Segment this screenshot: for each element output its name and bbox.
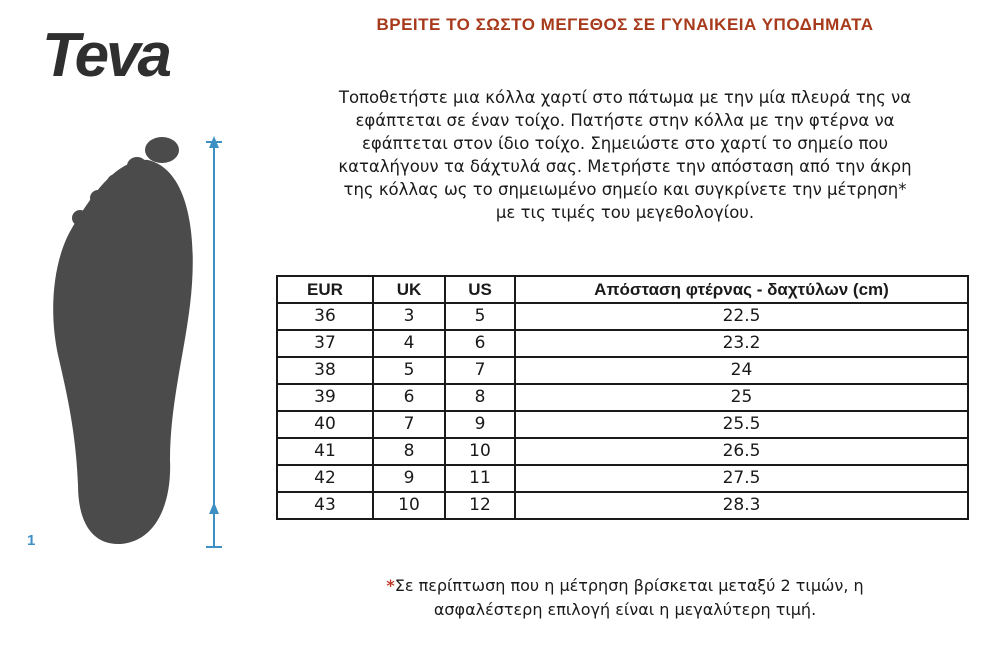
cell-us: 12 <box>445 492 515 519</box>
cell-us: 5 <box>445 303 515 330</box>
table-header-row <box>277 276 968 303</box>
cell-length: 25.5 <box>515 411 968 438</box>
cell-uk: 5 <box>373 357 445 384</box>
measurement-instructions <box>280 86 970 224</box>
cell-length: 28.3 <box>515 492 968 519</box>
header-uk: UK <box>373 276 445 303</box>
instruction-line: καταλήγουν τα δάχτυλά σας. Μετρήστε την απόσταση από την άκρη <box>338 157 912 176</box>
cell-us: 7 <box>445 357 515 384</box>
footnote-text: Σε περίπτωση που η μέτρηση βρίσκεται μεταξύ 2 τιμών, η <box>394 576 864 595</box>
table-row <box>277 330 968 357</box>
cell-uk: 4 <box>373 330 445 357</box>
cell-eur: 43 <box>277 492 373 519</box>
cell-us: 10 <box>445 438 515 465</box>
size-chart-table <box>276 275 969 520</box>
cell-uk: 3 <box>373 303 445 330</box>
cell-us: 11 <box>445 465 515 492</box>
instruction-line: εφάπτεται στον ίδιο τοίχο. Σημειώστε στο χαρτί το σημείο που <box>361 134 889 153</box>
table-row <box>277 438 968 465</box>
cell-uk: 8 <box>373 438 445 465</box>
cell-length: 24 <box>515 357 968 384</box>
cell-eur: 38 <box>277 357 373 384</box>
cell-length: 27.5 <box>515 465 968 492</box>
cell-eur: 39 <box>277 384 373 411</box>
cell-uk: 10 <box>373 492 445 519</box>
instruction-line: Τοποθετήστε μια κόλλα χαρτί στο πάτωμα με την μία πλευρά της να <box>338 88 912 107</box>
header-eur: EUR <box>277 276 373 303</box>
instruction-line: με τις τιμές του μεγεθολογίου. <box>495 203 755 222</box>
cell-uk: 9 <box>373 465 445 492</box>
footnote-marker: * <box>386 576 395 595</box>
cell-eur: 37 <box>277 330 373 357</box>
cell-eur: 41 <box>277 438 373 465</box>
ruler-bottom-arrow-icon <box>209 502 219 514</box>
cell-us: 6 <box>445 330 515 357</box>
cell-uk: 6 <box>373 384 445 411</box>
cell-length: 23.2 <box>515 330 968 357</box>
length-ruler <box>206 136 222 547</box>
table-row <box>277 465 968 492</box>
header-heel-toe-length: Απόσταση φτέρνας - δαχτύλων (cm) <box>515 276 968 303</box>
teva-logo-text: Teva <box>42 22 170 86</box>
teva-logo <box>40 22 220 86</box>
instruction-line: της κόλλας ως το σημειωμένο σημείο και συγκρίνετε την μέτρηση* <box>343 180 907 199</box>
instruction-line: εφάπτεται σε έναν τοίχο. Πατήστε στην κόλλα με την φτέρνα να <box>355 111 895 130</box>
footnote-line: ασφαλέστερη επιλογή είναι η μεγαλύτερη τιμή. <box>433 600 817 619</box>
cell-eur: 40 <box>277 411 373 438</box>
footnote-line <box>290 574 960 598</box>
table-row <box>277 384 968 411</box>
cell-uk: 7 <box>373 411 445 438</box>
cell-length: 22.5 <box>515 303 968 330</box>
foot-silhouette <box>53 137 193 544</box>
table-row <box>277 303 968 330</box>
cell-us: 9 <box>445 411 515 438</box>
page-title: ΒΡΕΙΤΕ ΤΟ ΣΩΣΤΟ ΜΕΓΕΘΟΣ ΣΕ ΓΥΝΑΙΚΕΙΑ ΥΠΟΔΗΜΑΤΑ <box>376 15 874 34</box>
cell-eur: 36 <box>277 303 373 330</box>
footnote <box>290 574 960 622</box>
header-us: US <box>445 276 515 303</box>
foot-measurement-illustration <box>20 130 240 560</box>
cell-us: 8 <box>445 384 515 411</box>
cell-eur: 42 <box>277 465 373 492</box>
figure-label: 1 <box>27 532 36 549</box>
table-row <box>277 357 968 384</box>
table-row <box>277 492 968 519</box>
table-row <box>277 411 968 438</box>
cell-length: 26.5 <box>515 438 968 465</box>
cell-length: 25 <box>515 384 968 411</box>
